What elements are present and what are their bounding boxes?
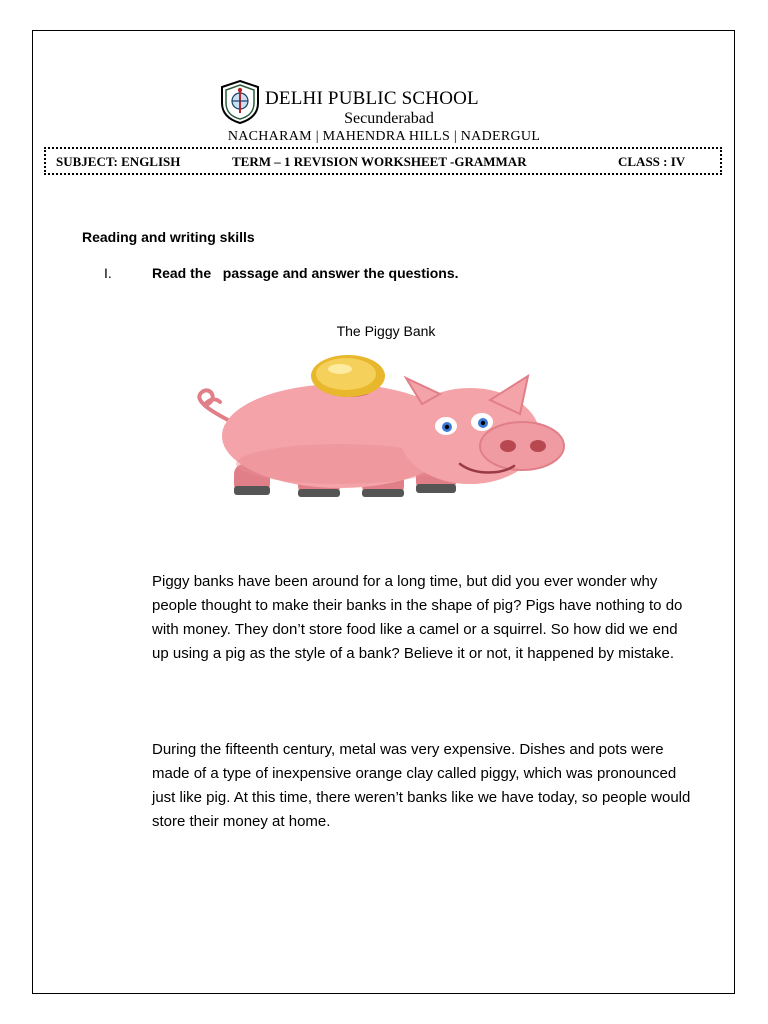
subject-bar xyxy=(44,147,722,175)
question-text: Read the passage and answer the questions. xyxy=(152,265,459,281)
passage-title: The Piggy Bank xyxy=(336,323,436,339)
class-label: CLASS : IV xyxy=(618,154,686,169)
school-branches: NACHARAM | MAHENDRA HILLS | NADERGUL xyxy=(227,129,541,144)
subject-label: SUBJECT: ENGLISH xyxy=(56,154,181,169)
piggy-bank-illustration xyxy=(190,352,570,502)
school-city: Secunderabad xyxy=(344,110,434,127)
term-label: TERM – 1 REVISION WORKSHEET -GRAMMAR xyxy=(232,154,527,169)
passage-paragraph: Piggy banks have been around for a long time, but did you ever wonder why people thought to make their banks in the shape of pig? Pigs have nothing to do with money. They don’t store food like a camel or a squirrel. So how did we end up using a pig as the style of a bank? Believe it or not, it happened by mistake. xyxy=(152,573,683,662)
section-heading: Reading and writing skills xyxy=(82,229,255,245)
passage-paragraph: During the fifteenth century, metal was very expensive. Dishes and pots were made of a type of inexpensive orange clay called piggy, which was pronounced just like pig. At this time, there weren’t banks like we have today, so people would store their money at home. xyxy=(152,741,691,830)
question-number: I. xyxy=(104,265,112,281)
school-name: DELHI PUBLIC SCHOOL xyxy=(265,88,479,109)
